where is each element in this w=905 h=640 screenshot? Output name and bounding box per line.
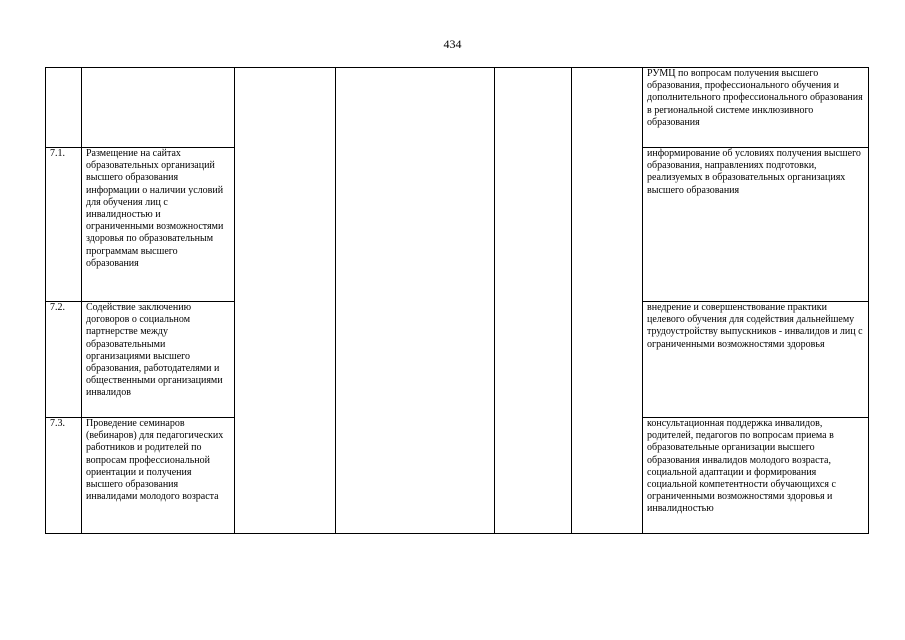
result-cell: информирование об условиях получения высшего образования, направлениях подготовки, реализуемых в образовательных организациях высшего образования: [643, 148, 869, 302]
event-cell: Содействие заключению договоров о социальном партнерстве между образовательными организациями высшего образования, работодателями и общественными организациями инвалидов: [82, 302, 235, 418]
row-number-cell: 7.3.: [46, 418, 82, 534]
event-cell: Проведение семинаров (вебинаров) для педагогических работников и родителей по вопросам профессиональной ориентации и получения высшего образования инвалидами молодого возраста: [82, 418, 235, 534]
row-number-cell: [46, 68, 82, 148]
result-cell: консультационная поддержка инвалидов, родителей, педагогов по вопросам приема в образовательные организации высшего образования инвалидов молодого возраста, социальной адаптации и формирования социальной компетентности обучающихся с ограниченными возможностями здоровья и инвалидностью: [643, 418, 869, 534]
row-number-cell: 7.1.: [46, 148, 82, 302]
event-cell: Размещение на сайтах образовательных организаций высшего образования информации о наличии условий для обучения лиц с инвалидностью и ограниченными возможностями здоровья по образовательным программам высшего образования: [82, 148, 235, 302]
result-cell: внедрение и совершенствование практики целевого обучения для содействия дальнейшему трудоустройству выпускников - инвалидов и лиц с ограниченными возможностями здоровья: [643, 302, 869, 418]
page-number: 434: [443, 37, 462, 51]
result-cell: РУМЦ по вопросам получения высшего образования, профессионального обучения и дополнительного профессионального образования в региональной системе инклюзивного образования: [643, 68, 869, 148]
indicator-cell: [495, 68, 572, 534]
term-cell: [235, 68, 336, 534]
event-cell: [82, 68, 235, 148]
table-row: [46, 68, 869, 148]
row-number-cell: 7.2.: [46, 302, 82, 418]
plan-table: [45, 67, 869, 534]
value-cell: [572, 68, 643, 534]
responsible-cell: [336, 68, 495, 534]
